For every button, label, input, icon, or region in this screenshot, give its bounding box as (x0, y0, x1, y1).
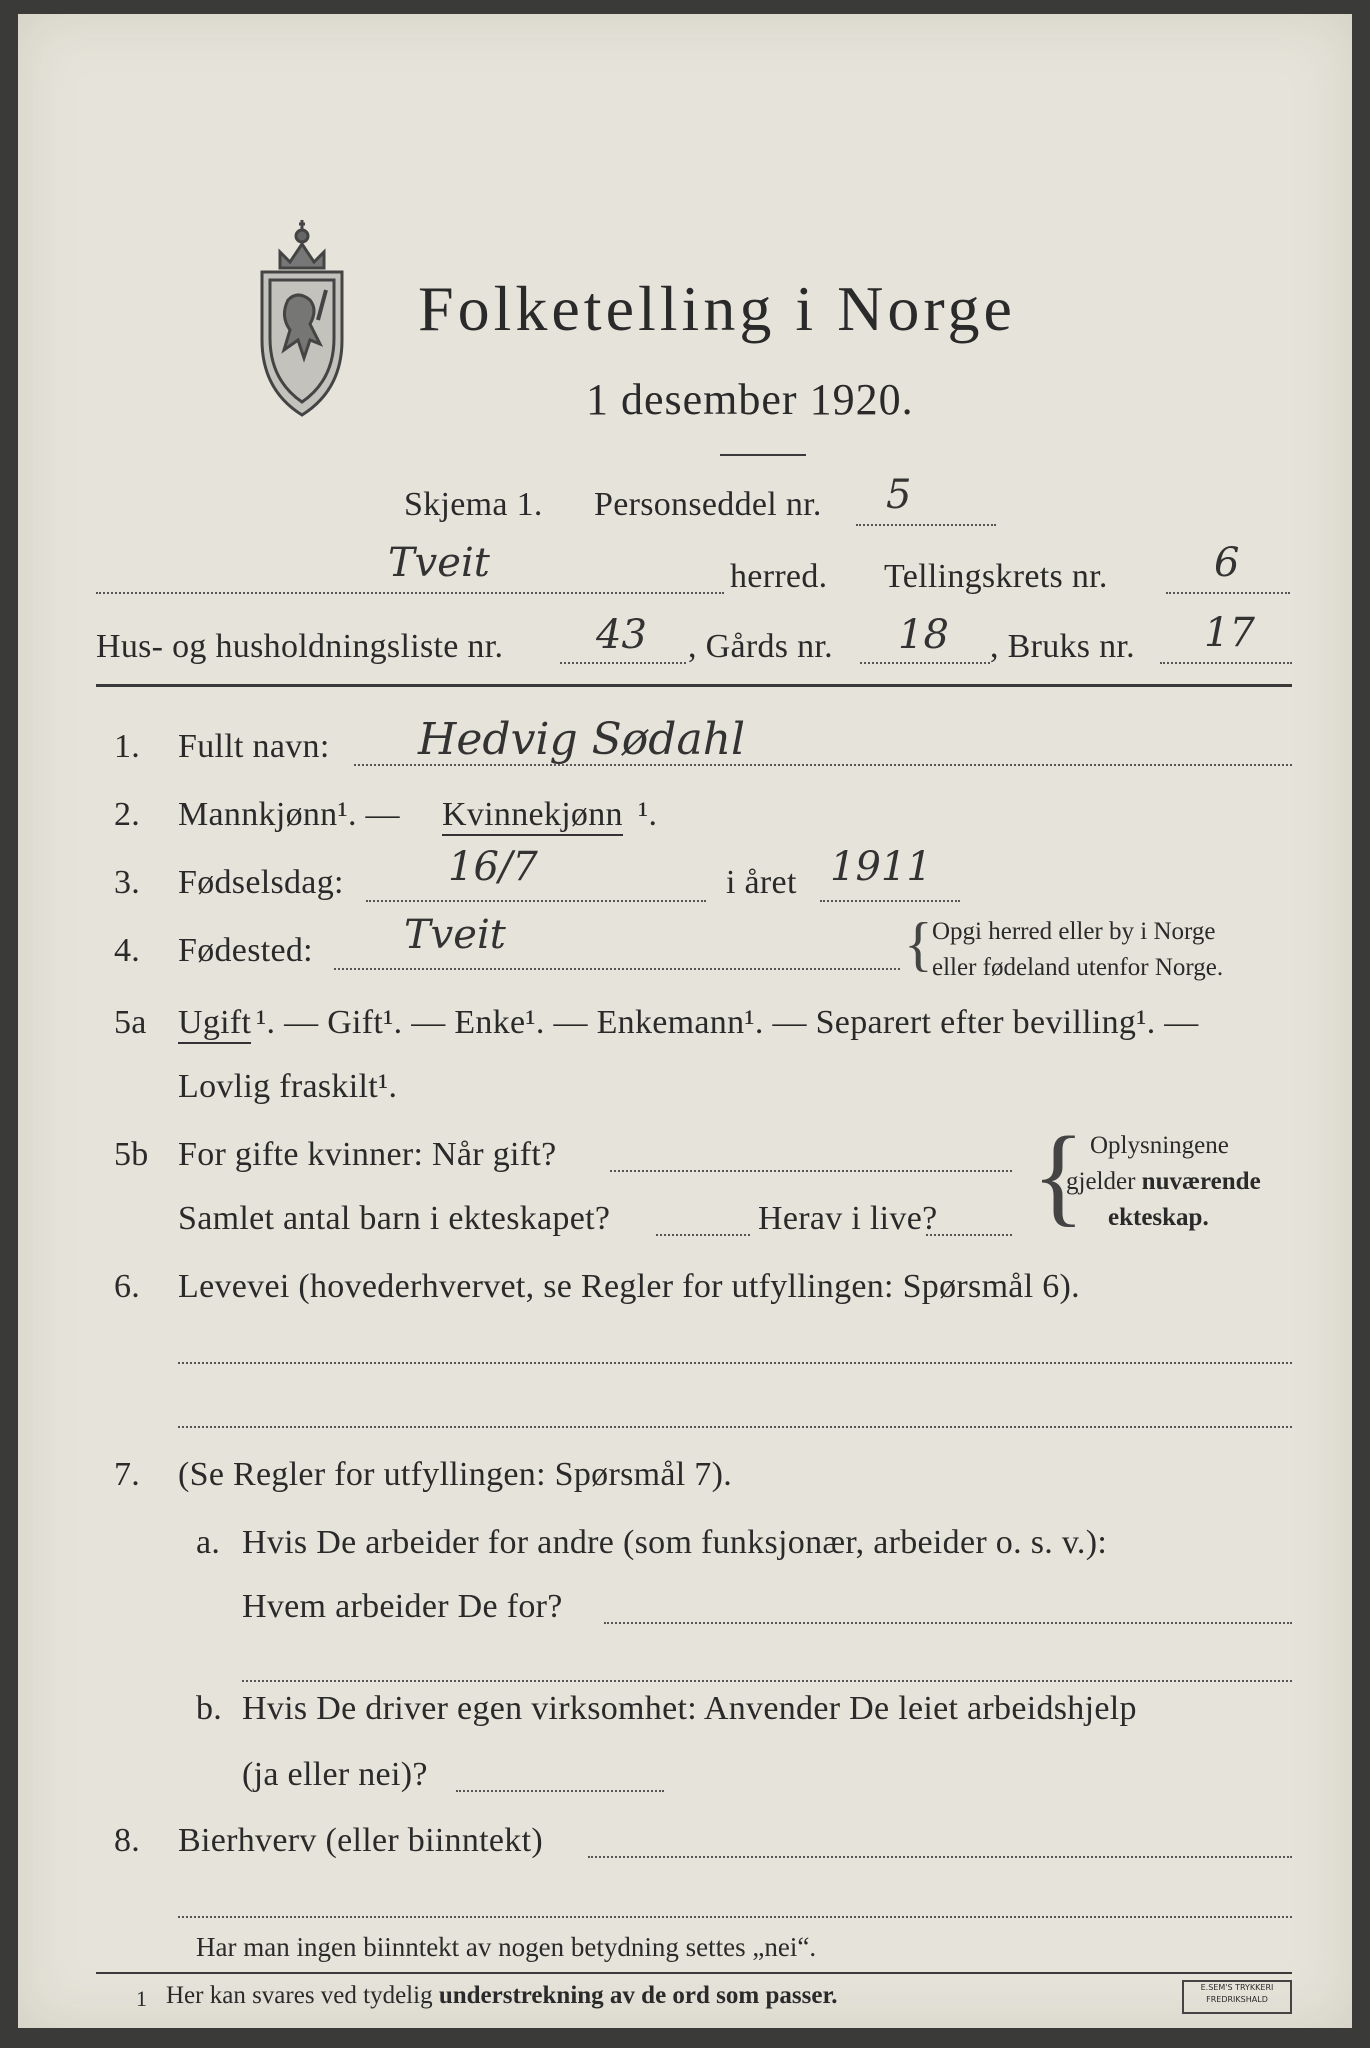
footnote-rule (96, 1972, 1292, 1974)
footnote-text: Her kan svares ved tydelig understrekning av de ord som passer. (166, 1982, 838, 2009)
hus-label: Hus- og husholdningsliste nr. (96, 628, 504, 665)
q7a-letter: a. (196, 1524, 221, 1561)
q7a-label-line1: Hvis De arbeider for andre (som funksjonær, arbeider o. s. v.): (242, 1524, 1108, 1561)
q3-label: Fødselsdag: (178, 864, 344, 901)
note-nei: Har man ingen biinntekt av nogen betydning settes „nei“. (196, 1932, 817, 1962)
q7-number: 7. (114, 1456, 141, 1493)
q5b-number: 5b (114, 1136, 149, 1173)
q5a-number: 5a (114, 1004, 147, 1041)
q4-note-line2: eller fødeland utenfor Norge. (932, 954, 1224, 981)
printer-stamp: E.SEM'S TRYKKERI FREDRIKSHALD (1182, 1980, 1292, 2014)
q2-female-suffix: ¹. (638, 796, 658, 833)
title-divider (720, 454, 806, 456)
census-form-page: Folketelling i Norge 1 desember 1920. Skjema 1. Personseddel nr. 5 Tveit herred. Tellingskrets nr. 6 Hus- og husholdningsliste nr. 43 , Gårds nr. 18 , Bruks nr. 17 1. Fullt navn: Hedvig Sødahl 2. Mannkjønn¹. — Kvinnekjønn ¹. 3. Fødselsdag: 16/7 i året 1911 4. Fødested: Tveit { Opgi herred eller by i Norge eller fødeland utenfor Norge. 5a Ugift ¹. — Gift¹. — Enke¹. — Enkemann¹. — Separert efter bevilling¹. — Lovlig fraskilt¹. 5b For gifte kvinner: Når gift? Samlet antal barn i ekteskapet? Herav i live? { Oplysningene gjelder nuværende ekteskap. 6. Levevei (hovederhvervet, se Regler for utfyllingen: Spørsmål 6). 7. (Se Regler for utfyllingen: Spørsmål 7). a. Hvis De arbeider for andre (som funksjonær, arbeider o. s. v.): Hvem arbeider De for? b. Hvis De driver egen virksomhet: Anvender De leiet arbeidshjelp (ja eller nei)? 8. Bierhverv (eller biinntekt) Har man ingen biinntekt av nogen betydning settes „nei“. 1 Her kan svares ved tydelig understrekning av de ord som passer. E.SEM'S TRYKKERI FREDRIKSHALD (18, 14, 1352, 2028)
gards-value: 18 (898, 612, 949, 658)
q6-label: Levevei (hovederhvervet, se Regler for utfyllingen: Spørsmål 6). (178, 1268, 1080, 1305)
q3-year-label: i året (726, 864, 797, 901)
q5a-line2: Lovlig fraskilt¹. (178, 1068, 398, 1105)
q5b-label-children: Samlet antal barn i ekteskapet? (178, 1200, 611, 1237)
q5a-ugift-underlined: Ugift (178, 1004, 251, 1044)
q4-number: 4. (114, 932, 141, 969)
q7a-label-line2: Hvem arbeider De for? (242, 1588, 563, 1625)
q7b-label-line2: (ja eller nei)? (242, 1756, 428, 1793)
q7b-letter: b. (196, 1690, 223, 1727)
herred-label: herred. (730, 558, 828, 595)
herred-value: Tveit (388, 540, 490, 586)
tellingskrets-value: 6 (1214, 540, 1240, 586)
q5a-options: ¹. — Gift¹. — Enke¹. — Enkemann¹. — Separert efter bevilling¹. — (256, 1004, 1199, 1041)
skjema-label: Skjema 1. (404, 486, 543, 523)
q6-number: 6. (114, 1268, 141, 1305)
q5b-label-married-when: For gifte kvinner: Når gift? (178, 1136, 557, 1173)
personseddel-label: Personseddel nr. (594, 486, 822, 523)
gards-label: , Gårds nr. (688, 628, 833, 665)
q5b-note-line1: Oplysningene (1090, 1132, 1229, 1159)
tellingskrets-label: Tellingskrets nr. (884, 558, 1108, 595)
norwegian-coat-of-arms-icon (250, 210, 354, 420)
q2-female-label-underlined: Kvinnekjønn (442, 796, 623, 836)
q7-label: (Se Regler for utfyllingen: Spørsmål 7). (178, 1456, 733, 1493)
q4-note-line1: Opgi herred eller by i Norge (932, 918, 1216, 945)
q3-number: 3. (114, 864, 141, 901)
hus-value: 43 (596, 612, 647, 658)
form-title: Folketelling i Norge (418, 273, 1016, 344)
q3-birthdate-value: 16/7 (448, 844, 538, 890)
q8-number: 8. (114, 1822, 141, 1859)
q1-full-name-value: Hedvig Sødahl (418, 714, 746, 765)
census-date: 1 desember 1920. (586, 375, 914, 424)
q7b-label-line1: Hvis De driver egen virksomhet: Anvender De leiet arbeidshjelp (242, 1690, 1137, 1727)
bruks-value: 17 (1204, 610, 1255, 656)
q5b-label-alive: Herav i live? (758, 1200, 938, 1237)
header-rule (96, 684, 1292, 687)
q5b-note-line3: ekteskap. (1108, 1204, 1209, 1231)
personseddel-value: 5 (886, 472, 912, 518)
q2-male-label: Mannkjønn¹. — (178, 796, 400, 833)
footnote-number: 1 (136, 1986, 147, 2011)
q1-number: 1. (114, 728, 141, 765)
q5b-note-line2: gjelder nuværende (1066, 1168, 1261, 1195)
q4-label: Fødested: (178, 932, 313, 969)
q8-label: Bierhverv (eller biinntekt) (178, 1822, 543, 1859)
q2-number: 2. (114, 796, 141, 833)
q4-birthplace-value: Tveit (404, 912, 506, 958)
bruks-label: , Bruks nr. (990, 628, 1135, 665)
q3-year-value: 1911 (830, 844, 932, 890)
q1-label: Fullt navn: (178, 728, 330, 765)
